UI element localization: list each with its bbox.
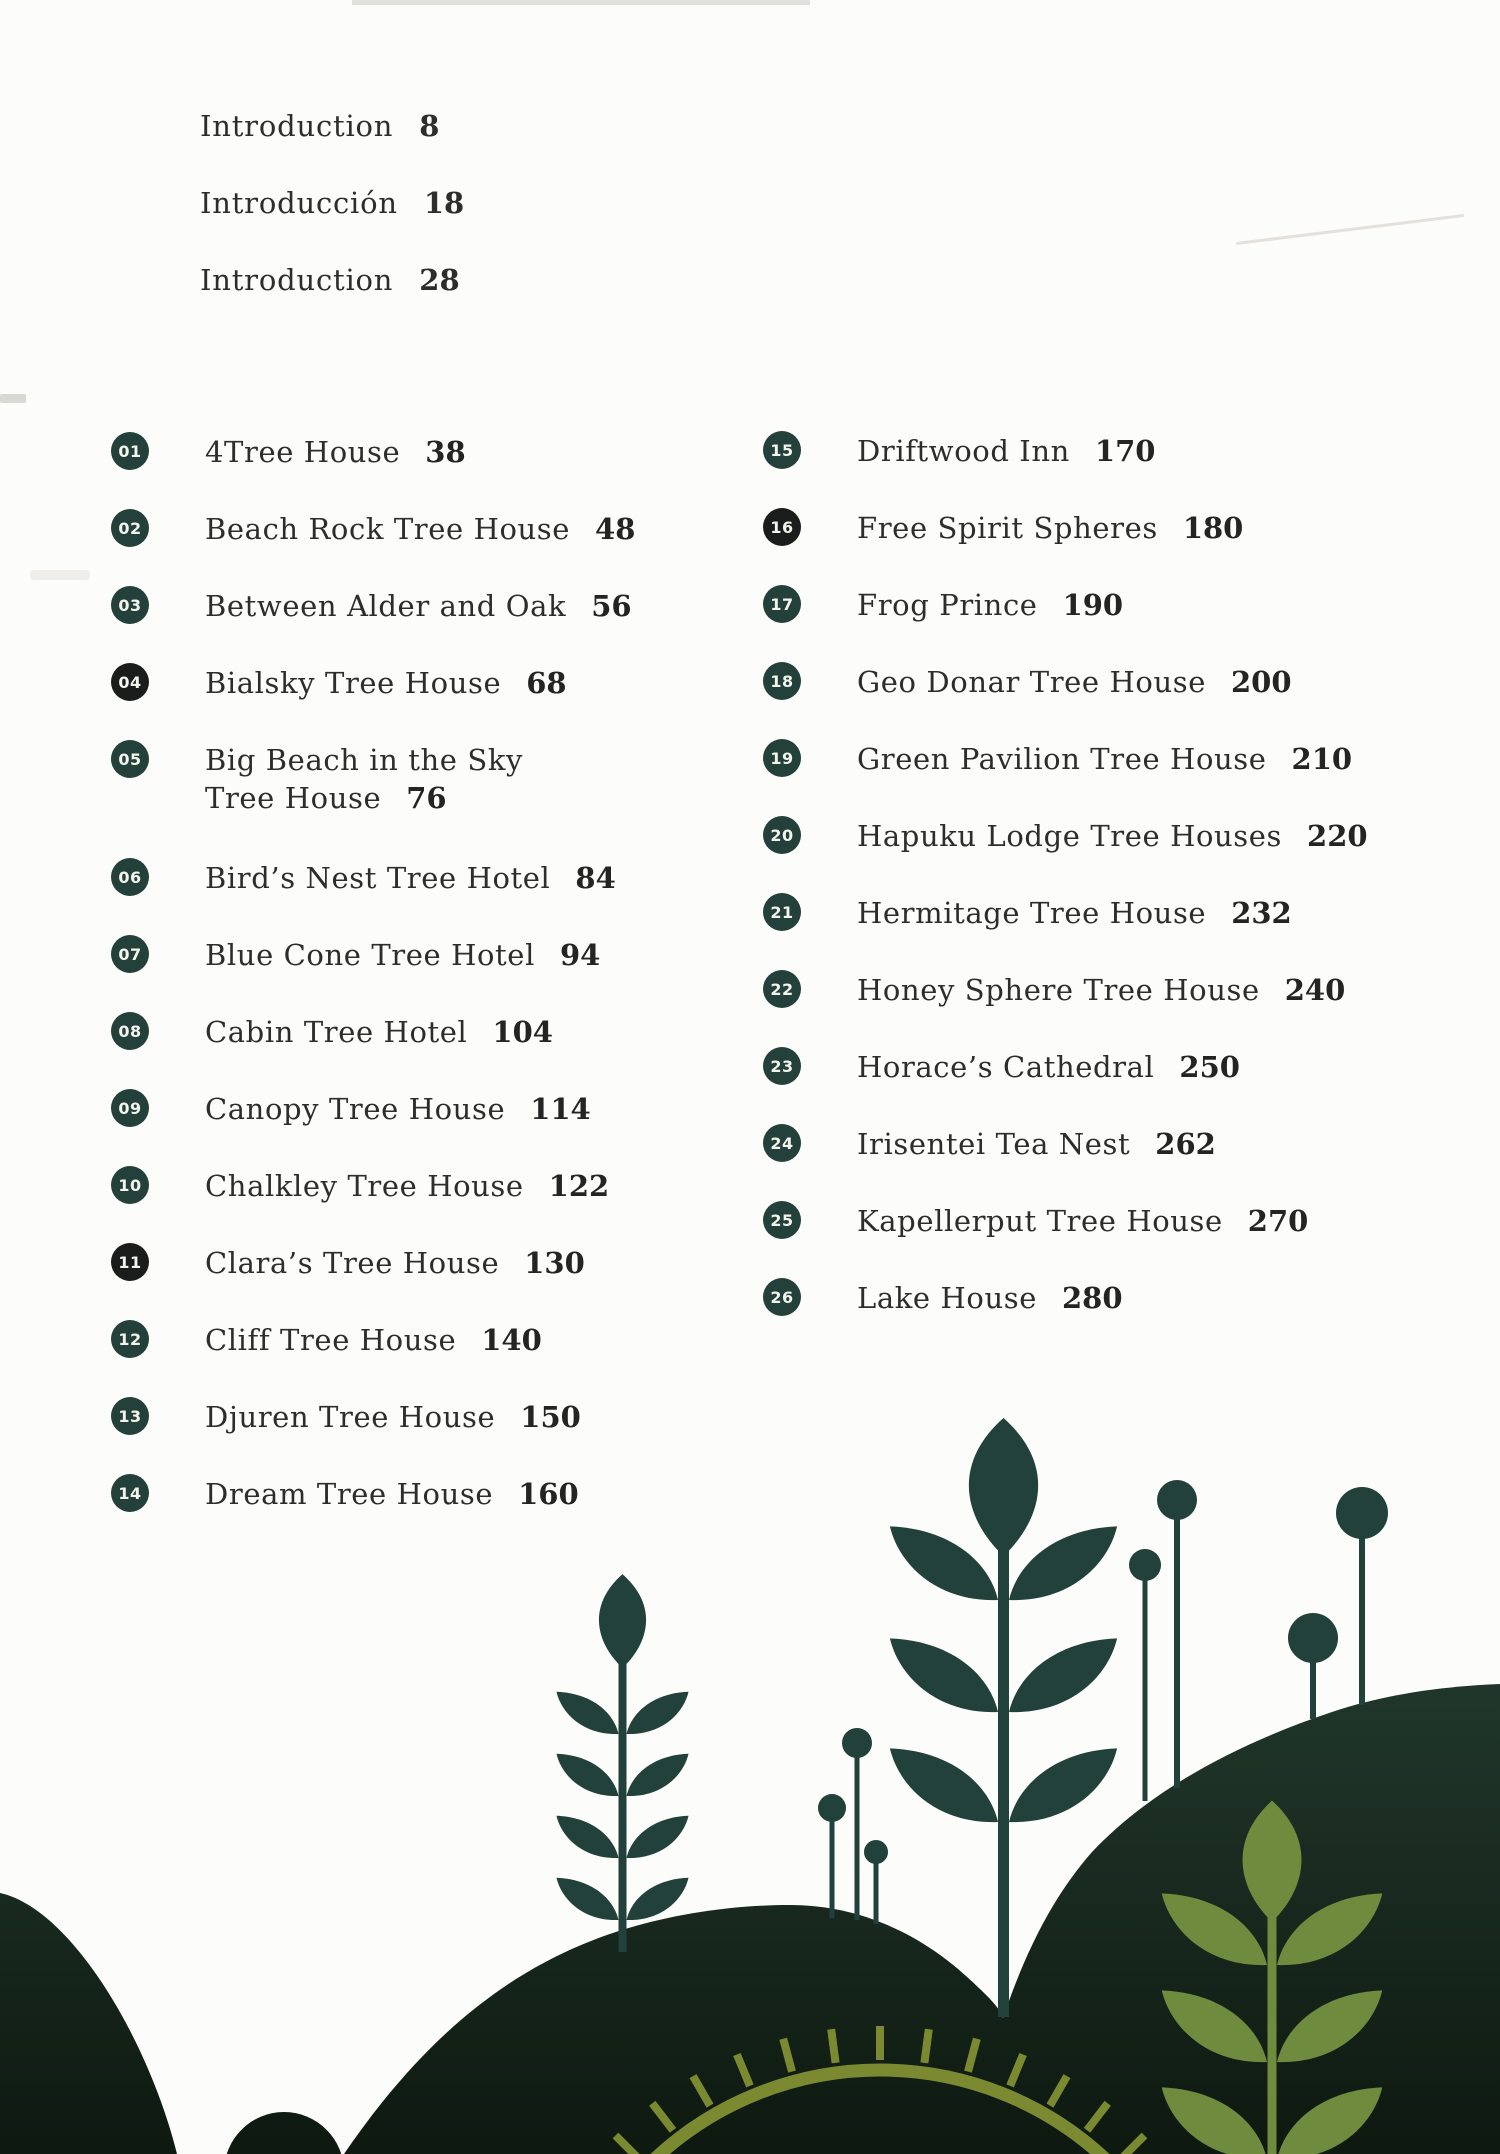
intro-entry-page-number: 28 — [419, 263, 460, 297]
chapter-page-number: 140 — [481, 1323, 542, 1357]
chapter-number-badge: 21 — [763, 893, 801, 931]
chapter-title: Horace’s Cathedral 250 — [857, 1050, 1240, 1084]
chapter-number-badge: 16 — [763, 508, 801, 546]
chapter-page-number: 104 — [492, 1015, 553, 1049]
forest-illustration — [0, 1400, 1500, 2154]
toc-entry — [763, 1278, 1368, 1355]
toc-entry — [111, 935, 635, 1012]
toc-entry — [763, 1201, 1368, 1278]
toc-entry — [111, 1320, 635, 1397]
chapter-page-number: 220 — [1307, 819, 1368, 853]
chapter-page-number: 232 — [1231, 896, 1292, 930]
toc-entry — [763, 816, 1368, 893]
chapter-title: Geo Donar Tree House 200 — [857, 665, 1292, 699]
chapter-title: Lake House 280 — [857, 1281, 1123, 1315]
chapter-number-badge: 15 — [763, 431, 801, 469]
toc-entry — [111, 586, 635, 663]
toc-column-left — [111, 432, 635, 1551]
scan-artifact — [1236, 214, 1465, 245]
chapter-page-number: 250 — [1179, 1050, 1240, 1084]
intro-list — [200, 108, 464, 339]
toc-entry — [111, 1012, 635, 1089]
toc-entry — [111, 663, 635, 740]
chapter-title: Kapellerput Tree House 270 — [857, 1204, 1309, 1238]
chapter-number-badge: 19 — [763, 739, 801, 777]
chapter-title: Beach Rock Tree House 48 — [205, 512, 636, 546]
intro-entry — [200, 262, 464, 339]
chapter-number-badge: 02 — [111, 509, 149, 547]
chapter-number-badge: 01 — [111, 432, 149, 470]
chapter-page-number: 114 — [530, 1092, 591, 1126]
toc-entry — [763, 1124, 1368, 1201]
left-hill — [0, 1893, 177, 2154]
chapter-title: Dream Tree House 160 — [205, 1477, 579, 1511]
chapter-page-number: 270 — [1247, 1204, 1309, 1238]
intro-entry — [200, 185, 464, 262]
chapter-number-badge: 06 — [111, 858, 149, 896]
chapter-title: Cliff Tree House 140 — [205, 1323, 542, 1357]
chapter-title: Frog Prince 190 — [857, 588, 1124, 622]
intro-entry-page-number: 18 — [423, 186, 465, 220]
chapter-page-number: 200 — [1230, 665, 1292, 699]
chapter-page-number: 48 — [595, 512, 636, 546]
chapter-number-badge: 09 — [111, 1089, 149, 1127]
toc-entry — [763, 893, 1368, 970]
chapter-page-number: 240 — [1284, 973, 1346, 1007]
chapter-page-number: 180 — [1182, 511, 1244, 545]
chapter-title: Blue Cone Tree Hotel 94 — [205, 938, 601, 972]
chapter-page-number: 56 — [591, 589, 632, 623]
scan-artifact — [352, 0, 810, 5]
chapter-title: Irisentei Tea Nest 262 — [857, 1127, 1216, 1161]
toc-entry — [763, 431, 1368, 508]
intro-entry-label: Introducción — [200, 186, 398, 220]
chapter-page-number: 94 — [559, 938, 601, 972]
toc-entry — [763, 585, 1368, 662]
chapter-title: Big Beach in the Sky Tree House 76 — [205, 743, 523, 815]
toc-entry — [111, 432, 635, 509]
chapter-page-number: 122 — [548, 1169, 610, 1203]
toc-entry — [111, 858, 635, 935]
chapter-title: Bialsky Tree House 68 — [205, 666, 567, 700]
chapter-title: Between Alder and Oak 56 — [205, 589, 632, 623]
chapter-page-number: 170 — [1094, 434, 1156, 468]
chapter-page-number: 76 — [406, 781, 447, 815]
chapter-title: Free Spirit Spheres 180 — [857, 511, 1244, 545]
chapter-page-number: 38 — [425, 435, 466, 469]
chapter-number-badge: 23 — [763, 1047, 801, 1085]
chapter-number-badge: 11 — [111, 1243, 149, 1281]
toc-column-right — [763, 431, 1368, 1355]
chapter-number-badge: 14 — [111, 1474, 149, 1512]
chapter-page-number: 68 — [526, 666, 567, 700]
toc-entry — [763, 970, 1368, 1047]
toc-entry — [111, 1166, 635, 1243]
scan-artifact — [0, 394, 26, 403]
chapter-title: Green Pavilion Tree House 210 — [857, 742, 1353, 776]
chapter-number-badge: 04 — [111, 663, 149, 701]
chapter-page-number: 280 — [1061, 1281, 1123, 1315]
chapter-number-badge: 25 — [763, 1201, 801, 1239]
toc-entry — [111, 509, 635, 586]
chapter-page-number: 150 — [520, 1400, 581, 1434]
chapter-title: Bird’s Nest Tree Hotel 84 — [205, 861, 616, 895]
intro-entry-page-number: 8 — [419, 109, 440, 143]
chapter-page-number: 160 — [518, 1477, 579, 1511]
chapter-page-number: 130 — [524, 1246, 585, 1280]
intro-entry-label: Introduction — [200, 109, 394, 143]
chapter-title: Cabin Tree Hotel 104 — [205, 1015, 553, 1049]
chapter-title: Honey Sphere Tree House 240 — [857, 973, 1346, 1007]
chapter-number-badge: 10 — [111, 1166, 149, 1204]
toc-entry — [111, 1089, 635, 1166]
chapter-page-number: 84 — [575, 861, 616, 895]
chapter-title: 4Tree House 38 — [205, 435, 466, 469]
chapter-number-badge: 13 — [111, 1397, 149, 1435]
intro-entry — [200, 108, 464, 185]
chapter-number-badge: 03 — [111, 586, 149, 624]
chapter-number-badge: 12 — [111, 1320, 149, 1358]
chapter-page-number: 190 — [1062, 588, 1124, 622]
toc-entry — [763, 508, 1368, 585]
chapter-number-badge: 17 — [763, 585, 801, 623]
center-hill — [344, 1905, 1003, 2154]
right-hill — [1003, 1684, 1500, 2154]
scan-artifact — [30, 570, 90, 580]
chapter-page-number: 262 — [1155, 1127, 1216, 1161]
chapter-number-badge: 18 — [763, 662, 801, 700]
toc-entry — [763, 1047, 1368, 1124]
chapter-number-badge: 08 — [111, 1012, 149, 1050]
toc-entry — [763, 662, 1368, 739]
chapter-title: Canopy Tree House 114 — [205, 1092, 591, 1126]
chapter-title: Djuren Tree House 150 — [205, 1400, 581, 1434]
chapter-title: Clara’s Tree House 130 — [205, 1246, 585, 1280]
wheat-plant-small-icon — [556, 1574, 688, 1952]
chapter-number-badge: 20 — [763, 816, 801, 854]
toc-entry — [763, 739, 1368, 816]
intro-entry-label: Introduction — [200, 263, 394, 297]
chapter-number-badge: 24 — [763, 1124, 801, 1162]
chapter-title: Hermitage Tree House 232 — [857, 896, 1292, 930]
toc-entry — [111, 740, 635, 858]
chapter-title: Hapuku Lodge Tree Houses 220 — [857, 819, 1368, 853]
chapter-page-number: 210 — [1291, 742, 1353, 776]
chapter-title: Driftwood Inn 170 — [857, 434, 1156, 468]
chapter-number-badge: 07 — [111, 935, 149, 973]
small-mound-icon — [224, 2112, 344, 2154]
chapter-number-badge: 05 — [111, 740, 149, 778]
chapter-number-badge: 26 — [763, 1278, 801, 1316]
chapter-number-badge: 22 — [763, 970, 801, 1008]
chapter-title: Chalkley Tree House 122 — [205, 1169, 610, 1203]
toc-entry — [111, 1243, 635, 1320]
